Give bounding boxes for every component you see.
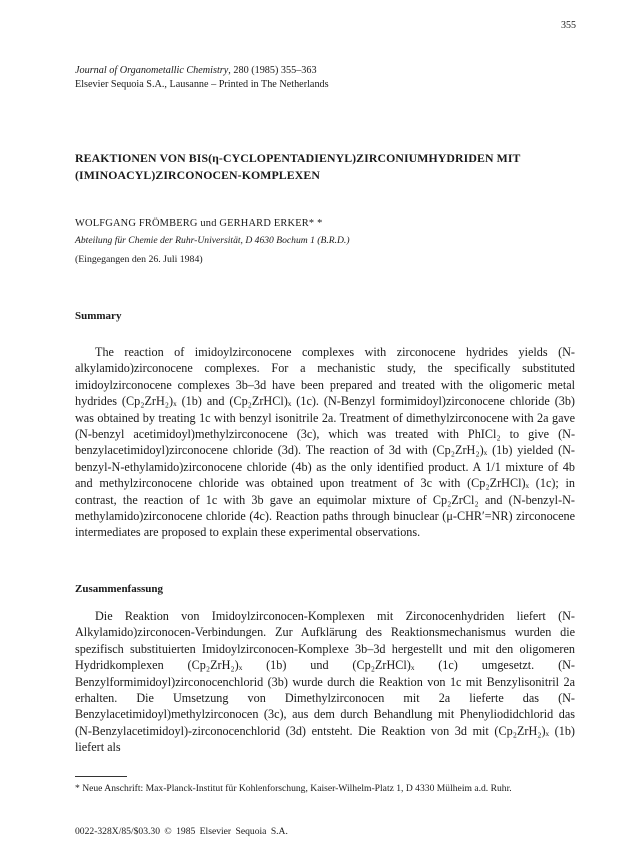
authors: WOLFGANG FRÖMBERG und GERHARD ERKER* *: [75, 218, 323, 229]
article-title: REAKTIONEN VON BIS(η-CYCLOPENTADIENYL)ZIRCONIUMHYDRIDEN MIT (IMINOACYL)ZIRCONOCEN-KOMPLEXEN: [75, 151, 521, 182]
journal-citation: [75, 64, 329, 78]
zusammenfassung-paragraph: [75, 608, 575, 756]
journal-header: [75, 64, 329, 92]
affiliation: Abteilung für Chemie der Ruhr-Universität, D 4630 Bochum 1 (B.R.D.): [75, 235, 350, 246]
footnote-divider: [75, 776, 127, 777]
footnote: * Neue Anschrift: Max-Planck-Institut für Kohlenforschung, Kaiser-Wilhelm-Platz 1, D 4330 Mülheim a.d. Ruhr.: [75, 783, 512, 794]
zusammenfassung-text: Die Reaktion von Imidoylzirconocen-Komplexen mit Zirconocenhydriden liefert (N-Alkylamido)zirconocen-Verbindungen. Zur Aufklärung des Reaktionsmechanismus wurden die spezifisch substituierten Imidoylzirconocen-Komplexe 3b–3d hergestellt und mit den oligomeren Hydridkomplexen (Cp₂ZrH₂)ₓ (1b) und (Cp₂ZrHCl)ₓ (1c) umgesetzt. (N-Benzylformimidoyl)zirconocenchlorid (3b) wurde durch die Reaktion von 1c mit Benzylisonitril 2a erhalten. Die Umsetzung von Dimethylzirconocen mit 2a lieferte das (N-Benzylacetimidoyl)methylzirconocen (3c), aus dem durch Behandlung mit Phenyliodidchlorid das (N-Benzylacetimidoyl)-zirconocenchlorid (3d) entsteht. Die Reaktion von 3d mit (Cp₂ZrH₂)ₓ (1b) liefert als: [75, 609, 575, 755]
summary-heading: Summary: [75, 310, 122, 322]
zusammenfassung-heading: Zusammenfassung: [75, 583, 164, 595]
issn-copyright-line: 0022-328X/85/$03.30 © 1985 Elsevier Sequoia S.A.: [75, 826, 288, 837]
page-number: 355: [561, 20, 576, 31]
journal-name: Journal of Organometallic Chemistry: [75, 65, 229, 76]
summary-text: The reaction of imidoylzirconocene complexes with zirconocene hydrides yields (N-alkylamido)zirconocene complexes. For a mechanistic study, the specifically substituted imidoylzirconocene complexes 3b–3d have been prepared and treated with the oligomeric metal hydrides (Cp₂ZrH₂)ₓ (1b) and (Cp₂ZrHCl)ₓ (1c). (N-Benzyl formimidoyl)zirconocene chloride (3b) was obtained by treating 1c with benzyl isonitrile 2a. Treatment of dimethylzirconocene with 2a gave (N-benzyl acetimidoyl)methylzirconocene (3c), which was treated with PhICl₂ to give (N-benzylacetimidoyl)zirconocene chloride (3d). The reaction of 3d with (Cp₂ZrH₂)ₓ (1b) yielded (N-benzyl-N-ethylamido)zirconocene chloride (4b) as the only identified product. A 1/1 mixture of 4b and methylzirconocene chloride was obtained upon treatment of 3c with (Cp₂ZrHCl)ₓ (1c); in contrast, the reaction of 1c with 3b gave an equimolar mixture of Cp₂ZrCl₂ and (N-benzyl-N-methylamido)zirconocene chloride (4c). Reaction paths through binuclear (μ-CHR′=NR) zirconocene intermediates are proposed to explain these experimental observations.: [75, 345, 575, 540]
publisher-line: Elsevier Sequoia S.A., Lausanne – Printed in The Netherlands: [75, 79, 329, 90]
received-date: (Eingegangen den 26. Juli 1984): [75, 254, 203, 265]
summary-paragraph: [75, 344, 575, 541]
journal-volume-pages: , 280 (1985) 355–363: [228, 65, 317, 76]
